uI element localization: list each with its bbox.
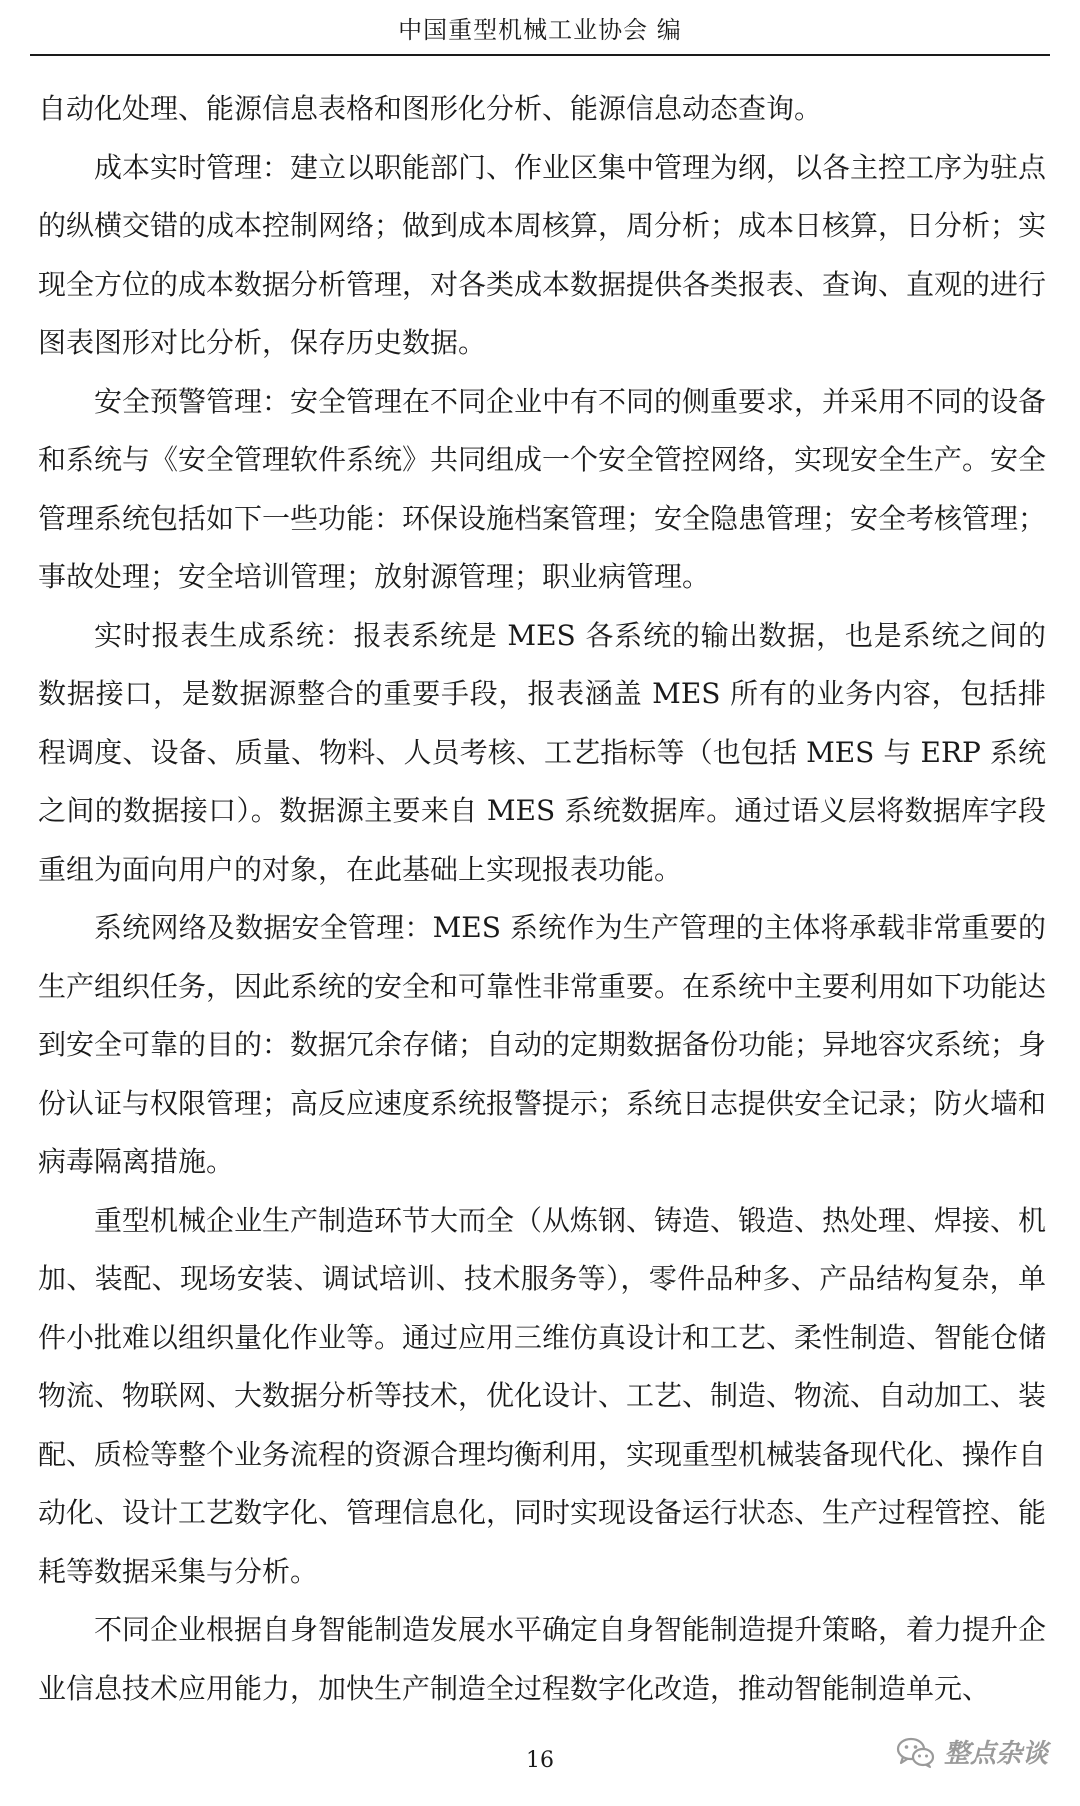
watermark-text: 整点杂谈 xyxy=(943,1739,1048,1769)
paragraph-report-system: 实时报表生成系统：报表系统是 MES 各系统的输出数据，也是系统之间的数据接口，是数据源整合的重要手段，报表涵盖 MES 所有的业务内容，包括排程调度、设备、质量、物料、人员考核、工艺指标等（也包括 MES 与 ERP 系统之间的数据接口）。数据源主要来自 MES 系统数据库。通过语义层将数据库字段重组为面向用户的对象，在此基础上实现报表功能。 xyxy=(38,618,1046,886)
header-title: 中国重型机械工业协会 编 xyxy=(398,16,682,44)
paragraph-cost-management: 成本实时管理：建立以职能部门、作业区集中管理为纲，以各主控工序为驻点的纵横交错的成本控制网络；做到成本周核算，周分析；成本日核算，日分析；实现全方位的成本数据分析管理，对各类成本数据提供各类报表、查询、直观的进行图表图形对比分析，保存历史数据。 xyxy=(38,150,1047,359)
paragraph-continuation: 自动化处理、能源信息表格和图形化分析、能源信息动态查询。 xyxy=(38,92,823,125)
paragraph-safety-warning: 安全预警管理：安全管理在不同企业中有不同的侧重要求，并采用不同的设备和系统与《安全管理软件系统》共同组成一个安全管控网络，实现安全生产。安全管理系统包括如下一些功能：环保设施档案管理；安全隐患管理；安全考核管理；事故处理；安全培训管理；放射源管理；职业病管理。 xyxy=(38,384,1047,593)
watermark xyxy=(896,1733,1048,1770)
paragraph-network-security: 系统网络及数据安全管理：MES 系统作为生产管理的主体将承载非常重要的生产组织任务，因此系统的安全和可靠性非常重要。在系统中主要利用如下功能达到安全可靠的目的：数据冗余存储；自动的定期数据备份功能；异地容灾系统；身份认证与权限管理；高反应速度系统报警提示；系统日志提供安全记录；防火墙和病毒隔离措施。 xyxy=(38,911,1047,1178)
paragraph-strategy: 不同企业根据自身智能制造发展水平确定自身智能制造提升策略，着力提升企业信息技术应用能力，加快生产制造全过程数字化改造，推动智能制造单元、 xyxy=(38,1613,1047,1705)
paragraph-heavy-machinery: 重型机械企业生产制造环节大而全（从炼钢、铸造、锻造、热处理、焊接、机加、装配、现场安装、调试培训、技术服务等），零件品种多、产品结构复杂，单件小批难以组织量化作业等。通过应用三维仿真设计和工艺、柔性制造、智能仓储物流、物联网、大数据分析等技术，优化设计、工艺、制造、物流、自动加工、装配、质检等整个业务流程的资源合理均衡利用，实现重型机械装备现代化、操作自动化、设计工艺数字化、管理信息化，同时实现设备运行状态、生产过程管控、能耗等数据采集与分析。 xyxy=(38,1203,1047,1588)
header-divider xyxy=(30,54,1050,56)
page-number: 16 xyxy=(526,1748,554,1773)
body-text xyxy=(38,80,1046,1718)
wechat-icon xyxy=(896,1736,936,1768)
page-header xyxy=(0,0,1080,52)
